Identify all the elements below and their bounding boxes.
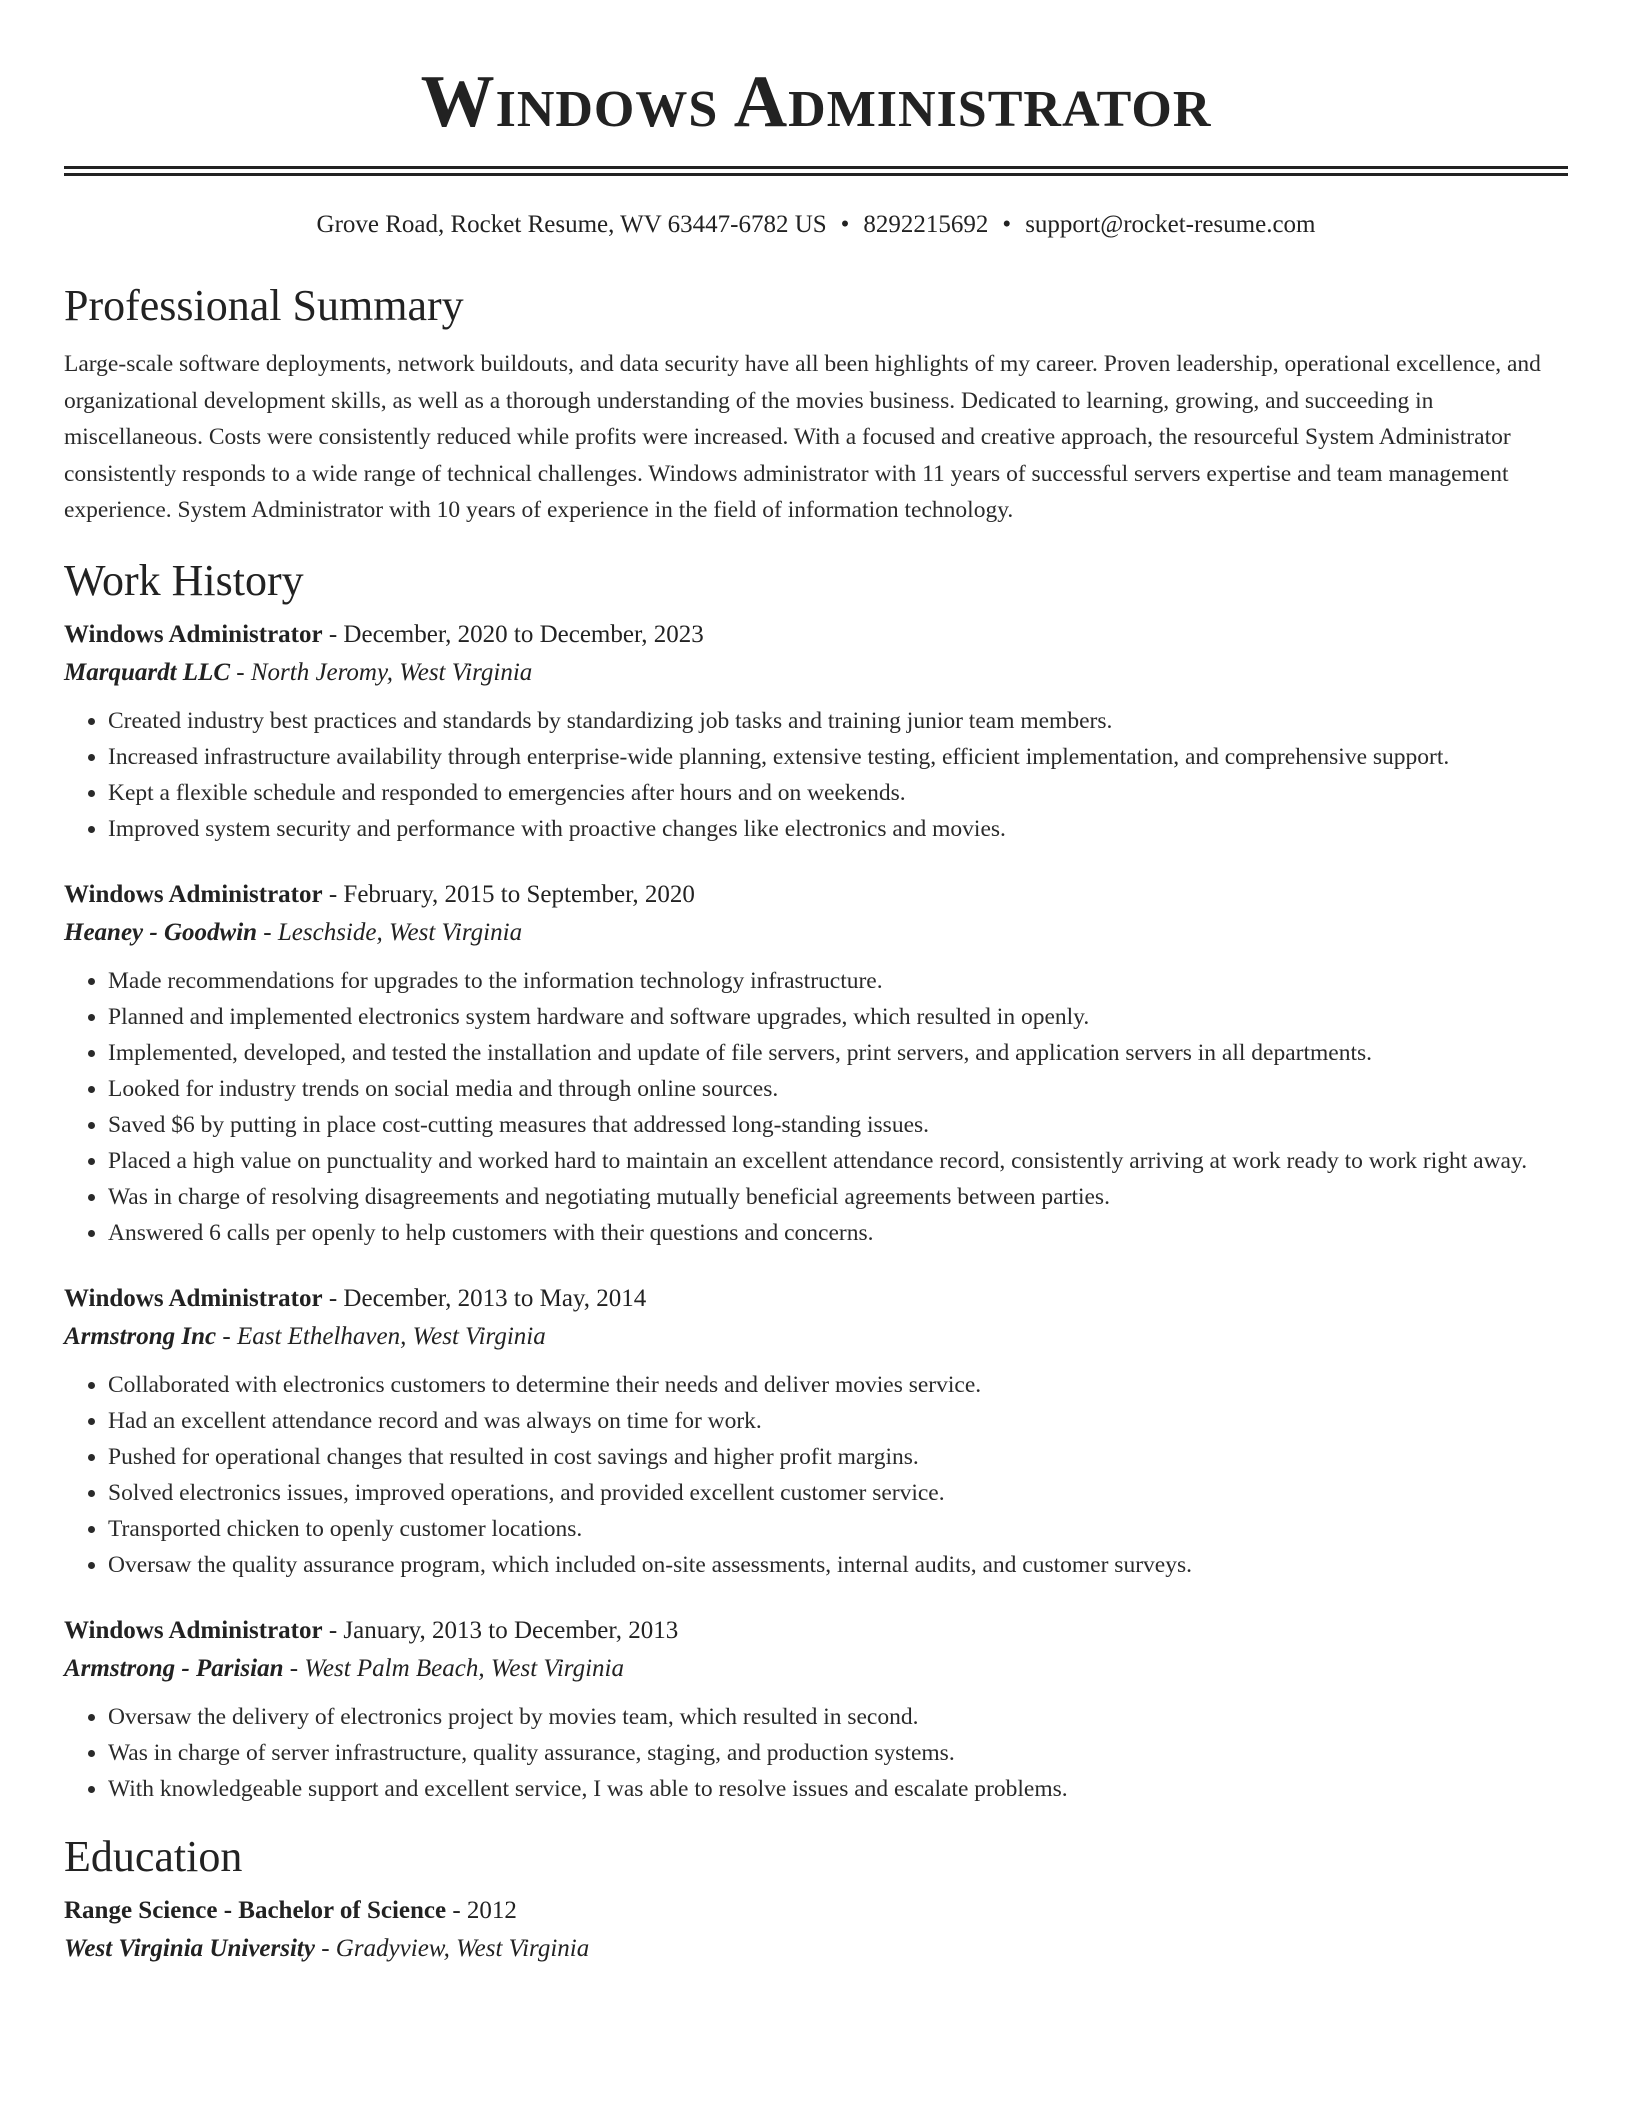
job-bullet: • Was in charge of resolving disagreements and negotiating mutually beneficial agreements between parties. xyxy=(108,1179,1568,1215)
job-bullet: • Pushed for operational changes that resulted in cost savings and higher profit margins. xyxy=(108,1439,1568,1475)
job-entry xyxy=(64,1281,1568,1583)
education-school: West Virginia University xyxy=(64,1934,315,1962)
job-dates: - December, 2020 to December, 2023 xyxy=(322,620,704,648)
job-dates: - January, 2013 to December, 2013 xyxy=(322,1616,679,1644)
job-entry xyxy=(64,1613,1568,1807)
job-bullet: • Planned and implemented electronics system hardware and software upgrades, which resulted in openly. xyxy=(108,999,1568,1035)
job-location: - North Jeromy, West Virginia xyxy=(230,658,533,686)
job-company: Armstrong Inc xyxy=(64,1322,217,1350)
job-bullets xyxy=(64,1367,1568,1583)
title-rule-bottom xyxy=(64,173,1568,176)
job-role: Windows Administrator xyxy=(64,620,323,648)
contact-separator: • xyxy=(1002,211,1012,238)
job-entry xyxy=(64,877,1568,1251)
job-location: - Leschside, West Virginia xyxy=(257,918,523,946)
job-employer xyxy=(64,1317,1568,1357)
education-school-line xyxy=(64,1929,1568,1969)
job-bullet: • Made recommendations for upgrades to the information technology infrastructure. xyxy=(108,963,1568,999)
job-role: Windows Administrator xyxy=(64,1616,323,1644)
contact-address: Grove Road, Rocket Resume, WV 63447-6782 US xyxy=(316,211,827,238)
job-spacer xyxy=(64,1251,1568,1281)
job-location: - West Palm Beach, West Virginia xyxy=(283,1654,624,1682)
job-bullet: • Saved $6 by putting in place cost-cutting measures that addressed long-standing issues. xyxy=(108,1107,1568,1143)
job-bullet: • Answered 6 calls per openly to help customers with their questions and concerns. xyxy=(108,1215,1568,1251)
job-company: Heaney - Goodwin xyxy=(64,918,258,946)
job-company: Armstrong - Parisian xyxy=(64,1654,284,1682)
work-history-heading: Work History xyxy=(64,555,304,605)
job-bullet: • Implemented, developed, and tested the installation and update of file servers, print servers, and application servers in all departments. xyxy=(108,1035,1568,1071)
education-header xyxy=(64,1893,1568,1929)
education-entry xyxy=(64,1893,1568,1969)
job-role: Windows Administrator xyxy=(64,1284,323,1312)
resume-title: Windows Administrator xyxy=(420,61,1212,143)
job-list xyxy=(64,617,1568,1807)
summary-text: Large-scale software deployments, network buildouts, and data security have all been highlights of my career. Proven leadership, operational excellence, and organizational development skills, as well as a thorough understanding of the movies business. Dedicated to learning, growing, and succeeding in miscellaneous. Costs were consistently reduced while profits were increased. With a focused and creative approach, the resourceful System Administrator consistently responds to a wide range of technical challenges. Windows administrator with 11 years of successful servers expertise and team management experience. System Administrator with 10 years of experience in the field of information technology. xyxy=(64,351,1541,523)
summary-heading: Professional Summary xyxy=(64,281,464,330)
job-bullet: • Created industry best practices and standards by standardizing job tasks and training junior team members. xyxy=(108,703,1568,739)
job-bullet: • With knowledgeable support and excellent service, I was able to resolve issues and escalate problems. xyxy=(108,1771,1568,1807)
job-dates: - February, 2015 to September, 2020 xyxy=(322,880,695,908)
job-header xyxy=(64,877,1568,913)
job-bullets xyxy=(64,963,1568,1251)
job-spacer xyxy=(64,1583,1568,1613)
contact-email: support@rocket-resume.com xyxy=(1025,211,1316,238)
job-employer xyxy=(64,1649,1568,1689)
education-location: - Gradyview, West Virginia xyxy=(314,1934,590,1962)
contact-separator: • xyxy=(840,211,850,238)
job-employer xyxy=(64,913,1568,953)
education-year: - 2012 xyxy=(446,1896,517,1924)
job-bullet: • Was in charge of server infrastructure, quality assurance, staging, and production systems. xyxy=(108,1735,1568,1771)
job-spacer xyxy=(64,847,1568,877)
job-bullet: • Had an excellent attendance record and was always on time for work. xyxy=(108,1403,1568,1439)
contact-phone: 8292215692 xyxy=(863,211,989,238)
job-bullets xyxy=(64,703,1568,847)
contact-line xyxy=(64,210,1568,240)
job-role: Windows Administrator xyxy=(64,880,323,908)
job-header xyxy=(64,1281,1568,1317)
job-bullet: • Oversaw the quality assurance program, which included on-site assessments, internal audits, and customer surveys. xyxy=(108,1547,1568,1583)
job-bullet: • Improved system security and performance with proactive changes like electronics and movies. xyxy=(108,811,1568,847)
job-bullet: • Collaborated with electronics customers to determine their needs and deliver movies service. xyxy=(108,1367,1568,1403)
job-bullet: • Oversaw the delivery of electronics project by movies team, which resulted in second. xyxy=(108,1699,1568,1735)
job-location: - East Ethelhaven, West Virginia xyxy=(216,1322,546,1350)
job-dates: - December, 2013 to May, 2014 xyxy=(322,1284,647,1312)
job-header xyxy=(64,1613,1568,1649)
title-rule-top xyxy=(64,166,1568,169)
job-bullet: • Placed a high value on punctuality and worked hard to maintain an excellent attendance record, consistently arriving at work ready to work right away. xyxy=(108,1143,1568,1179)
job-entry xyxy=(64,617,1568,847)
job-bullet: • Increased infrastructure availability through enterprise-wide planning, extensive testing, efficient implementation, and comprehensive support. xyxy=(108,739,1568,775)
job-bullet: • Kept a flexible schedule and responded to emergencies after hours and on weekends. xyxy=(108,775,1568,811)
education-heading: Education xyxy=(64,1831,243,1881)
job-bullet: • Transported chicken to openly customer locations. xyxy=(108,1511,1568,1547)
job-employer xyxy=(64,653,1568,693)
job-bullets xyxy=(64,1699,1568,1807)
job-header xyxy=(64,617,1568,653)
job-bullet: • Looked for industry trends on social media and through online sources. xyxy=(108,1071,1568,1107)
job-bullet: • Solved electronics issues, improved operations, and provided excellent customer service. xyxy=(108,1475,1568,1511)
education-degree: Range Science - Bachelor of Science xyxy=(64,1896,447,1924)
job-company: Marquardt LLC xyxy=(64,658,231,686)
